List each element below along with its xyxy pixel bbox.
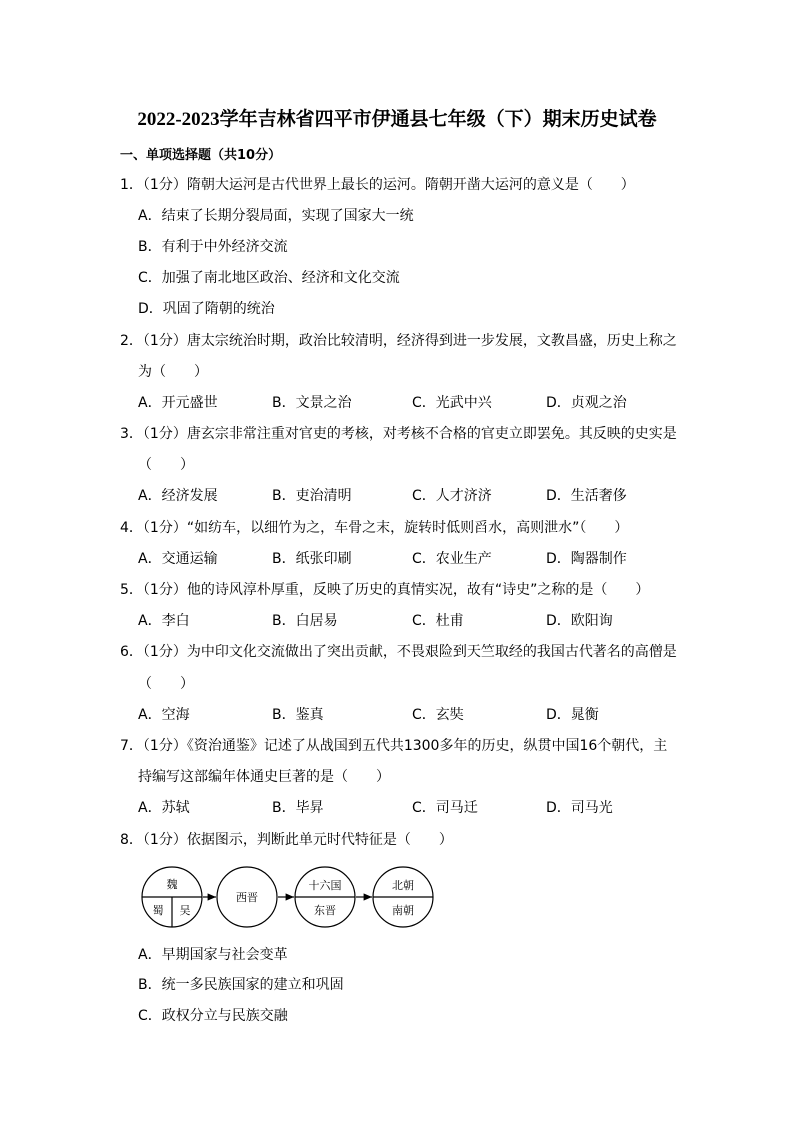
question-2-stem: 2．（1分）唐太宗统治时期，政治比较清明，经济得到进一步发展，文教昌盛，历史上称之: [120, 333, 677, 349]
q5-option-c: C．杜甫: [412, 613, 464, 629]
q5-option-d: D．欧阳询: [546, 613, 613, 629]
label-wei: 魏: [166, 878, 178, 891]
circle-western-jin: [217, 867, 277, 927]
question-5-stem: 5．（1分）他的诗风淳朴厚重，反映了历史的真情实况，故有“诗史”之称的是（ ）: [120, 582, 650, 598]
q6-option-d: D．晁衡: [546, 707, 599, 723]
q5-option-a: A．李白: [138, 613, 190, 629]
label-shiliuguo: 十六国: [308, 879, 342, 892]
q5-option-b: B．白居易: [272, 613, 338, 629]
q4-option-b: B．纸张印刷: [272, 551, 352, 567]
dynasty-diagram: [138, 862, 438, 932]
question-4-stem: 4．（1分）“如纺车，以细竹为之，车骨之末，旋转时低则舀水，高则泄水”（ ）: [120, 520, 629, 536]
q8-option-b: B．统一多民族国家的建立和巩固: [138, 977, 344, 993]
page-title: 2022-2023学年吉林省四平市伊通县七年级（下）期末历史试卷: [137, 109, 657, 130]
question-2-stem-cont: 为（ ）: [138, 364, 208, 380]
question-3-stem: 3．（1分）唐玄宗非常注重对官吏的考核，对考核不合格的官吏立即罢免。其反映的史实是: [120, 426, 677, 442]
q1-option-b: B．有利于中外经济交流: [138, 239, 288, 255]
q1-option-a: A．结束了长期分裂局面，实现了国家大一统: [138, 208, 414, 224]
question-6-stem-cont: （ ）: [138, 676, 194, 692]
q4-option-c: C．农业生产: [412, 551, 492, 567]
question-3-stem-cont: （ ）: [138, 457, 194, 473]
q3-option-a: A．经济发展: [138, 488, 218, 504]
q7-option-c: C．司马迁: [412, 800, 478, 816]
label-dongjin: 东晋: [314, 904, 336, 917]
q3-option-b: B．吏治清明: [272, 488, 352, 504]
circle-three-kingdoms: [142, 867, 202, 927]
q8-option-a: A．早期国家与社会变革: [138, 947, 288, 963]
q7-option-d: D．司马光: [546, 800, 613, 816]
circle-sixteen-kingdoms: [295, 867, 355, 927]
label-shu: 蜀: [152, 904, 164, 917]
label-wu: 吴: [179, 904, 191, 917]
q1-option-c: C．加强了南北地区政治、经济和文化交流: [138, 270, 400, 286]
q7-option-b: B．毕昇: [272, 800, 324, 816]
question-8-stem: 8．（1分）依据图示，判断此单元时代特征是（ ）: [120, 832, 453, 848]
q2-option-c: C．光武中兴: [412, 395, 492, 411]
question-6-stem: 6．（1分）为中印文化交流做出了突出贡献，不畏艰险到天竺取经的我国古代著名的高僧是: [120, 644, 677, 660]
label-xijin: 西晋: [236, 891, 258, 904]
q6-option-a: A．空海: [138, 707, 190, 723]
section-heading: 一、单项选择题（共10分）: [120, 148, 282, 163]
q2-option-b: B．文景之治: [272, 395, 352, 411]
question-7-stem: 7．（1分）《资治通鉴》记述了从战国到五代共1300多年的历史，纵贯中国16个朝代，主: [120, 738, 668, 754]
q2-option-a: A．开元盛世: [138, 395, 218, 411]
q3-option-d: D．生活奢侈: [546, 488, 627, 504]
label-beichao: 北朝: [392, 879, 414, 892]
label-nanchao: 南朝: [392, 904, 414, 917]
circle-northern-southern: [373, 867, 433, 927]
q1-option-d: D．巩固了隋朝的统治: [138, 301, 275, 317]
q4-option-d: D．陶器制作: [546, 551, 627, 567]
q8-option-c: C．政权分立与民族交融: [138, 1008, 288, 1024]
q4-option-a: A．交通运输: [138, 551, 218, 567]
q6-option-b: B．鉴真: [272, 707, 324, 723]
q7-option-a: A．苏轼: [138, 800, 190, 816]
q2-option-d: D．贞观之治: [546, 395, 627, 411]
q6-option-c: C．玄奘: [412, 707, 464, 723]
question-7-stem-cont: 持编写这部编年体通史巨著的是（ ）: [138, 769, 390, 785]
q3-option-c: C．人才济济: [412, 488, 492, 504]
question-1-stem: 1．（1分）隋朝大运河是古代世界上最长的运河。隋朝开凿大运河的意义是（ ）: [120, 177, 635, 193]
